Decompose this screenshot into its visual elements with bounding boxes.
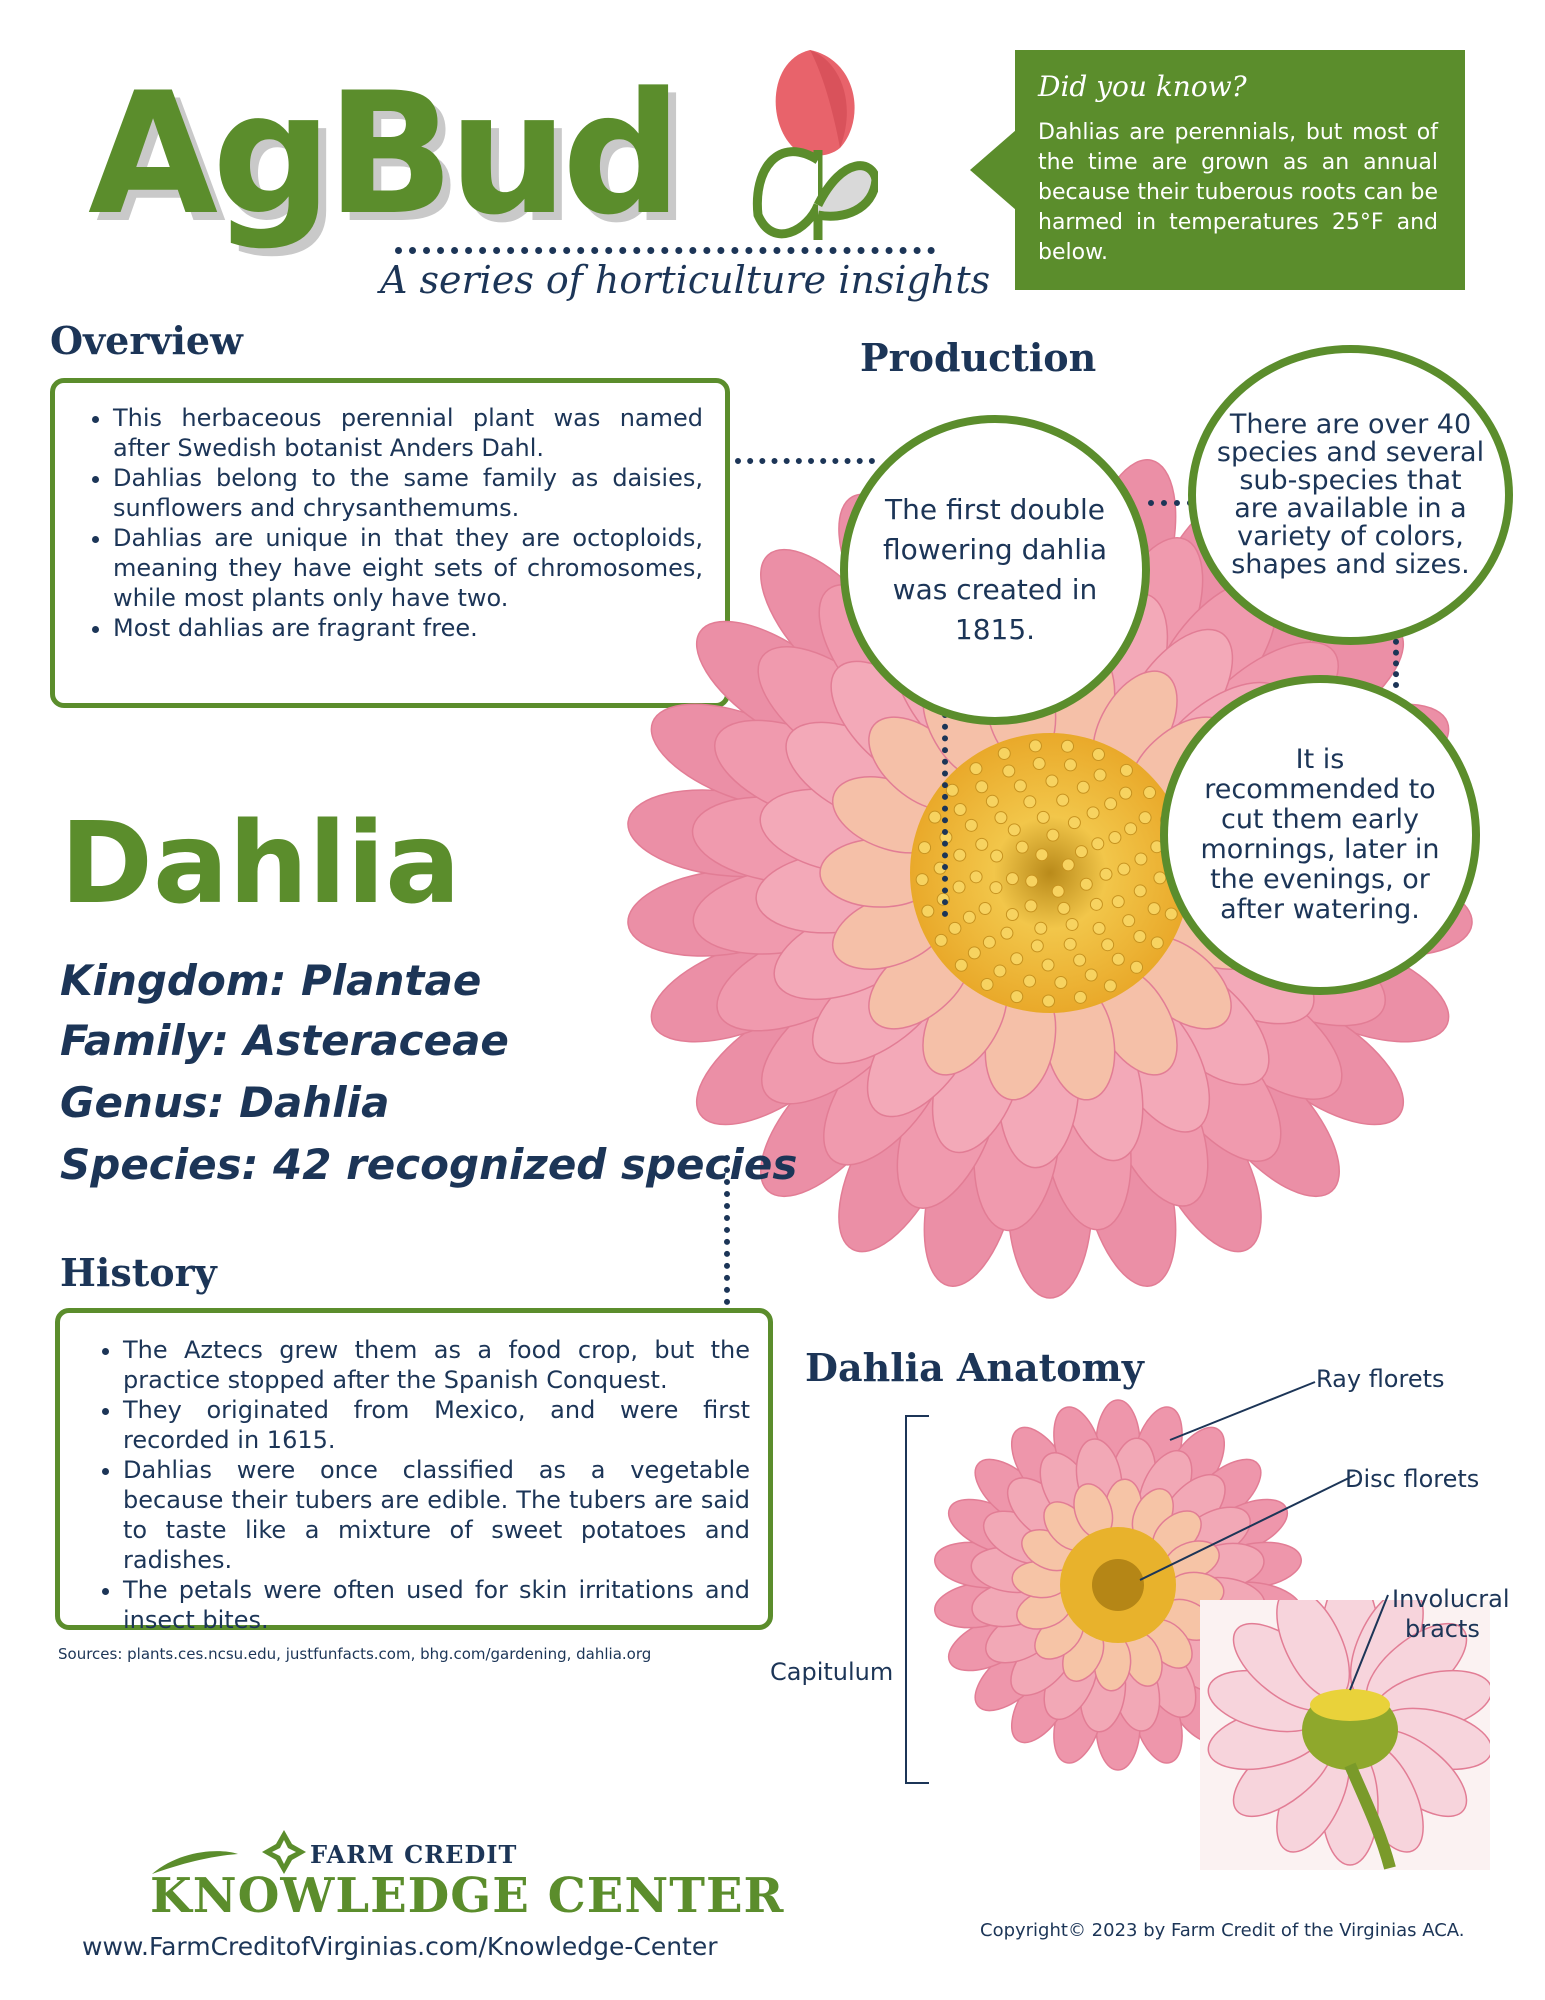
tagline-divider <box>395 247 935 254</box>
history-box <box>55 1308 773 1634</box>
floret <box>1151 937 1163 949</box>
floret <box>1134 885 1146 897</box>
floret <box>1037 811 1049 823</box>
floret <box>1001 927 1013 939</box>
floret <box>1008 824 1020 836</box>
overview-list <box>75 403 703 643</box>
floret <box>1062 859 1074 871</box>
floret <box>1064 938 1076 950</box>
floret <box>1064 759 1076 771</box>
list-item: • Most dahlias are fragrant free. <box>113 613 703 643</box>
floret <box>1165 908 1177 920</box>
floret <box>1105 798 1117 810</box>
list-item: • Dahlias belong to the same family as daisies, sunflowers and chrysanthemums. <box>113 463 703 523</box>
floret <box>1011 991 1023 1003</box>
did-you-know-text: Dahlias are perennials, but most of the time are grown as an annual because their tuberous roots can be harmed in temperatures 25°F and below. <box>1038 120 1438 265</box>
label-involucral: Involucral <box>1392 1585 1510 1613</box>
floret <box>991 850 1003 862</box>
overview-heading: Overview <box>50 318 243 363</box>
floret <box>1068 817 1080 829</box>
fact-circle-species <box>1188 345 1513 645</box>
floret <box>981 978 993 990</box>
label-capitulum: Capitulum <box>770 1658 894 1686</box>
floret <box>916 874 928 886</box>
floret <box>965 819 977 831</box>
floret <box>970 763 982 775</box>
anatomy-heading: Dahlia Anatomy <box>805 1345 1144 1390</box>
floret <box>1125 823 1137 835</box>
tulip-bud-icon <box>748 40 878 250</box>
floret <box>1047 829 1059 841</box>
floret <box>1066 918 1078 930</box>
floret <box>1080 878 1092 890</box>
floret <box>1139 812 1151 824</box>
floret <box>1031 940 1043 952</box>
floret <box>1074 991 1086 1003</box>
fact-circle-first-double <box>840 415 1150 725</box>
floret <box>1102 939 1114 951</box>
floret <box>1058 902 1070 914</box>
list-item: • This herbaceous perennial plant was named after Swedish botanist Anders Dahl. <box>113 403 703 463</box>
floret <box>1094 769 1106 781</box>
floret <box>1109 831 1121 843</box>
list-item: • The Aztecs grew them as a food crop, but the practice stopped after the Spanish Conquest. <box>123 1335 750 1395</box>
floret <box>1029 740 1041 752</box>
fact-text: It is recommended to cut them early mornings, later in the evenings, or after watering. <box>1200 744 1440 925</box>
floret <box>1055 976 1067 988</box>
floret <box>922 905 934 917</box>
footer-url[interactable]: www.FarmCreditofVirginias.com/Knowledge-Center <box>82 1932 718 1961</box>
plant-name: Dahlia <box>60 799 461 929</box>
floret <box>1120 787 1132 799</box>
fact-circle-cutting <box>1160 675 1480 995</box>
pointer-bracts <box>1350 1595 1388 1690</box>
connector-line <box>942 712 948 917</box>
floret <box>1075 846 1087 858</box>
logo-tagline: A series of horticulture insights <box>380 258 991 302</box>
floret <box>929 811 941 823</box>
floret <box>1148 903 1160 915</box>
floret <box>1003 765 1015 777</box>
floret <box>990 882 1002 894</box>
floret <box>919 842 931 854</box>
pointer-disc <box>1140 1475 1355 1580</box>
list-item: • Dahlias were once classified as a vegetable because their tubers are edible. The tubers are said to taste like a mixture of sweet potatoes and radishes. <box>123 1455 750 1575</box>
taxonomy-species: Species: 42 recognized species <box>60 1140 798 1189</box>
floret <box>976 781 988 793</box>
floret <box>1118 863 1130 875</box>
sources-text: Sources: plants.ces.ncsu.edu, justfunfacts.com, bhg.com/gardening, dahlia.org <box>58 1645 652 1663</box>
copyright-text: Copyright© 2023 by Farm Credit of the Virginias ACA. <box>980 1920 1465 1941</box>
history-list <box>85 1335 750 1635</box>
taxonomy-family: Family: Asteraceae <box>60 1016 509 1065</box>
floret <box>976 838 988 850</box>
floret <box>1026 875 1038 887</box>
floret <box>986 795 998 807</box>
floret <box>998 747 1010 759</box>
floret <box>949 922 961 934</box>
floret <box>955 959 967 971</box>
list-item: • They originated from Mexico, and were first recorded in 1615. <box>123 1395 750 1455</box>
label-bracts: bracts <box>1405 1615 1480 1643</box>
floret <box>953 881 965 893</box>
logo-wordmark: AgBud <box>88 56 677 252</box>
floret <box>1011 953 1023 965</box>
floret <box>1123 915 1135 927</box>
list-item: • Dahlias are unique in that they are octoploids, meaning they have eight sets of chromosomes, while most plants only have two. <box>113 523 703 613</box>
fact-text: The first double flowering dahlia was created in 1815. <box>883 493 1107 646</box>
floret <box>1062 740 1074 752</box>
floret <box>1024 796 1036 808</box>
floret <box>1006 908 1018 920</box>
floret <box>1090 898 1102 910</box>
history-heading: History <box>60 1250 217 1295</box>
floret <box>970 871 982 883</box>
anatomy-pointers <box>1100 1370 1520 1730</box>
floret <box>1112 953 1124 965</box>
floret <box>1046 775 1058 787</box>
taxonomy-kingdom: Kingdom: Plantae <box>60 956 482 1005</box>
floret <box>1043 995 1055 1007</box>
floret <box>1077 781 1089 793</box>
floret <box>1074 954 1086 966</box>
floret <box>1144 787 1156 799</box>
production-heading: Production <box>860 335 1097 380</box>
taxonomy-genus: Genus: Dahlia <box>60 1078 390 1127</box>
floret <box>1016 841 1028 853</box>
floret <box>1025 900 1037 912</box>
fact-text: There are over 40 species and several sub-species that are available in a variety of colors, shapes and sizes. <box>1216 409 1485 580</box>
floret <box>1087 807 1099 819</box>
floret <box>1033 758 1045 770</box>
floret <box>1135 853 1147 865</box>
floret <box>1035 922 1047 934</box>
floret <box>1093 922 1105 934</box>
floret <box>1052 885 1064 897</box>
capitulum-bracket <box>905 1415 929 1784</box>
floret <box>995 812 1007 824</box>
floret <box>954 803 966 815</box>
connector-line <box>1148 500 1193 506</box>
floret <box>1092 838 1104 850</box>
floret <box>1120 764 1132 776</box>
floret <box>1092 749 1104 761</box>
floret <box>1036 849 1048 861</box>
floret <box>1131 961 1143 973</box>
farm-credit-label: FARM CREDIT <box>310 1840 518 1869</box>
floret <box>1006 873 1018 885</box>
list-item: • The petals were often used for skin irritations and insect bites. <box>123 1575 750 1635</box>
floret <box>946 784 958 796</box>
floret <box>979 903 991 915</box>
floret <box>983 936 995 948</box>
floret <box>1014 780 1026 792</box>
floret <box>963 911 975 923</box>
floret <box>1024 975 1036 987</box>
did-you-know-title: Did you know? <box>1038 70 1247 103</box>
floret <box>1100 868 1112 880</box>
connector-line <box>735 458 875 464</box>
callout-pointer <box>970 130 1016 210</box>
floret <box>935 934 947 946</box>
floret <box>994 965 1006 977</box>
floret <box>1085 969 1097 981</box>
floret <box>1134 931 1146 943</box>
floret <box>954 849 966 861</box>
floret <box>1112 896 1124 908</box>
floret <box>1042 959 1054 971</box>
floret <box>968 947 980 959</box>
label-disc-florets: Disc florets <box>1345 1465 1480 1493</box>
label-ray-florets: Ray florets <box>1316 1365 1445 1393</box>
knowledge-center-label: KNOWLEDGE CENTER <box>150 1868 785 1924</box>
floret <box>1104 980 1116 992</box>
floret <box>1057 794 1069 806</box>
pointer-ray <box>1170 1382 1315 1440</box>
